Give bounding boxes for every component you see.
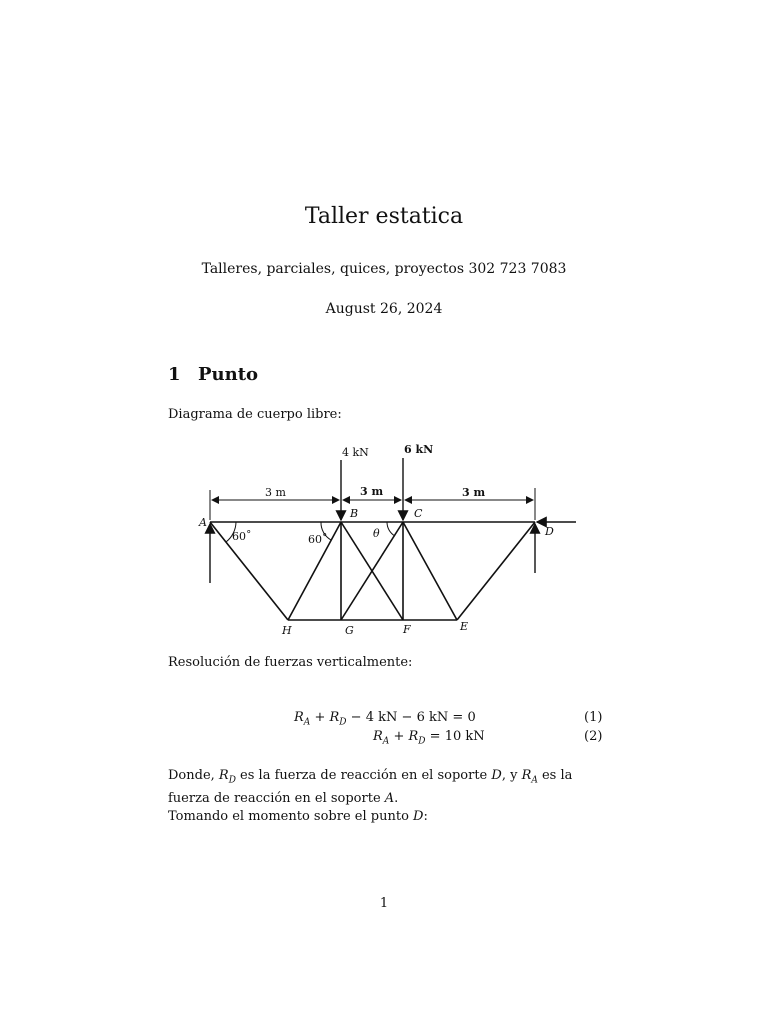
moment-paragraph: Tomando el momento sobre el punto D: xyxy=(168,809,428,824)
angle-arc-c xyxy=(387,522,395,536)
document-title: Taller estatica xyxy=(304,204,464,229)
node-label-e: E xyxy=(460,620,469,633)
page-number: 1 xyxy=(379,896,389,911)
vertical-resolution-paragraph: Resolución de fuerzas verticalmente: xyxy=(168,655,413,670)
member-ed xyxy=(457,522,535,620)
load-label-6kn: 6 kN xyxy=(404,443,434,456)
member-ce xyxy=(403,522,457,620)
load-label-4kn: 4 kN xyxy=(342,446,369,459)
node-label-a: A xyxy=(199,516,207,529)
angle-label-b: 60˚ xyxy=(308,533,328,546)
angle-label-a: 60˚ xyxy=(232,530,252,543)
dimension-label-ab: 3 m xyxy=(265,486,286,499)
node-label-c: C xyxy=(414,507,423,520)
intro-paragraph: Diagrama de cuerpo libre: xyxy=(168,407,342,422)
node-label-d: D xyxy=(545,525,554,538)
equation-2: $R_A + R_D = 10$ kN xyxy=(373,729,485,747)
node-label-f: F xyxy=(403,623,411,636)
node-label-b: B xyxy=(350,507,359,520)
node-label-h: H xyxy=(282,624,292,637)
where-paragraph: Donde, $R_D$ es la fuerza de reacción en el soporte D, y $R_A$ es la fuerza de reacción en el soporte A. xyxy=(168,768,573,806)
section-number: 1 xyxy=(168,364,181,385)
equation-number-1: (1) xyxy=(584,710,603,725)
angle-label-theta: θ xyxy=(373,527,380,540)
document-author: Talleres, parciales, quices, proyectos 302 723 7083 xyxy=(201,261,567,277)
document-date: August 26, 2024 xyxy=(325,301,443,317)
section-heading xyxy=(168,364,258,385)
dimension-label-cd: 3 m xyxy=(462,486,486,499)
node-label-g: G xyxy=(345,624,354,637)
section-title: Punto xyxy=(198,364,259,385)
equation-1: $R_A + R_D - 4$ kN − 6 kN = 0 xyxy=(294,710,476,728)
truss-diagram xyxy=(190,440,590,645)
dimension-label-bc: 3 m xyxy=(360,485,384,498)
equation-number-2: (2) xyxy=(584,729,603,744)
